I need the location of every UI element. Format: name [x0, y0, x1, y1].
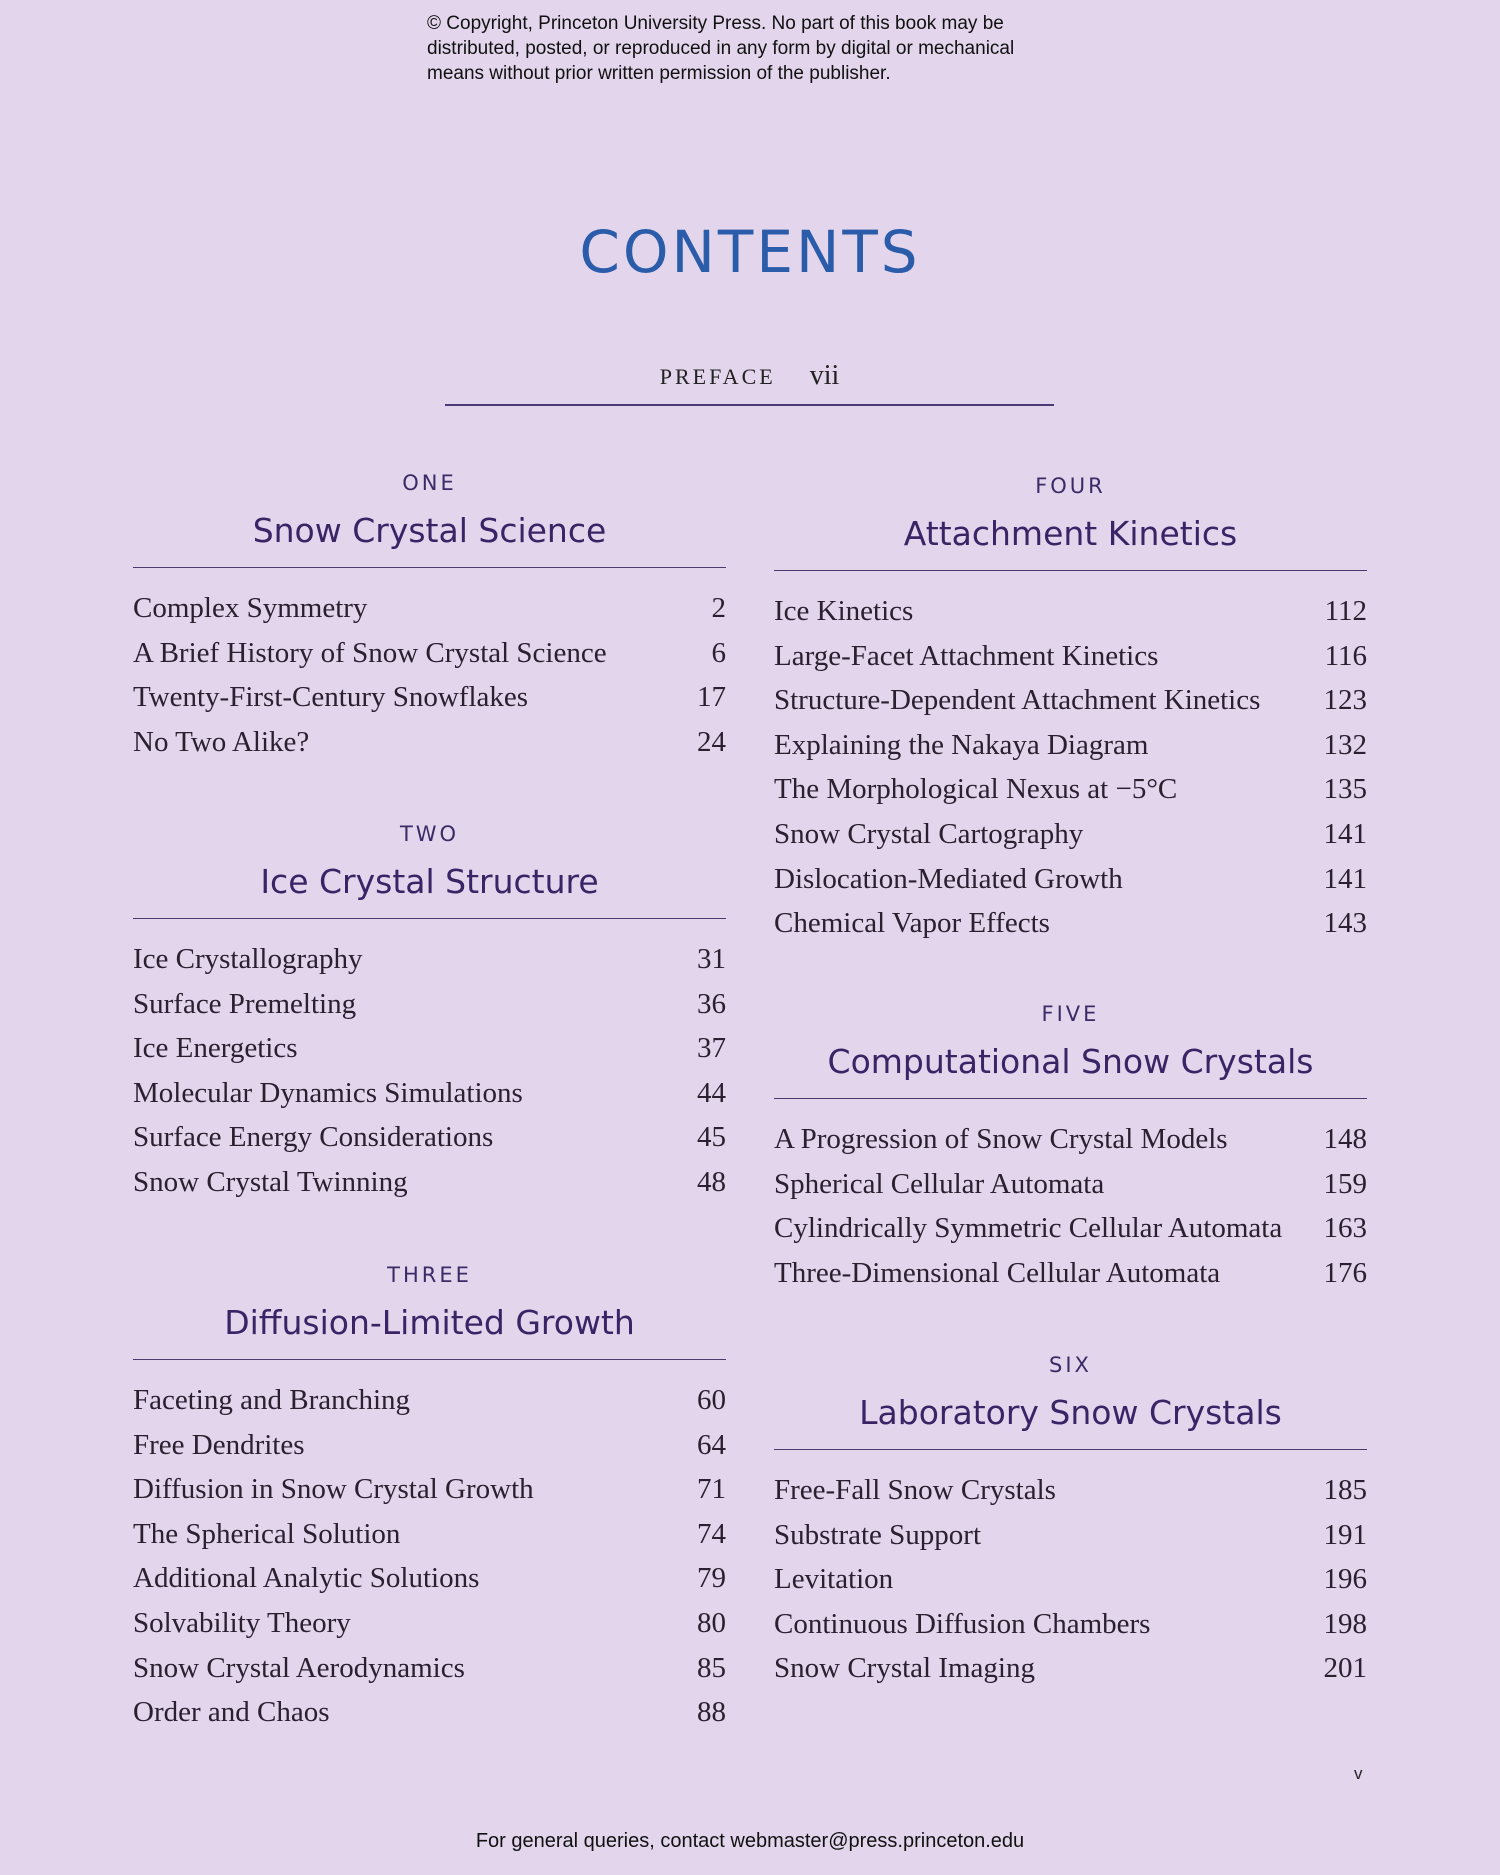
toc-entry[interactable] [133, 1512, 726, 1557]
entry-label: Diffusion in Snow Crystal Growth [133, 1473, 534, 1506]
entry-page: 48 [697, 1165, 726, 1198]
toc-entry[interactable] [774, 1117, 1367, 1162]
toc-entry[interactable] [774, 767, 1367, 812]
entry-page: 74 [697, 1517, 726, 1550]
chapter-number: FIVE [1041, 1002, 1100, 1026]
entry-list [133, 937, 726, 1205]
entry-label: The Morphological Nexus at −5°C [774, 773, 1178, 806]
toc-entry[interactable] [133, 631, 726, 676]
entry-page: 44 [697, 1076, 726, 1109]
entry-list [774, 1468, 1367, 1691]
toc-entry[interactable] [774, 723, 1367, 768]
entry-label: Complex Symmetry [133, 592, 368, 624]
toc-entry[interactable] [774, 1557, 1367, 1602]
entry-page: 163 [1323, 1212, 1367, 1245]
entry-label: Structure-Dependent Attachment Kinetics [774, 684, 1261, 717]
entry-label: Free-Fall Snow Crystals [774, 1474, 1056, 1506]
toc-entry[interactable] [133, 1160, 726, 1205]
entry-page: 135 [1323, 773, 1367, 806]
toc-entry[interactable] [133, 937, 726, 982]
entry-page: 64 [697, 1428, 726, 1461]
entry-label: Spherical Cellular Automata [774, 1167, 1105, 1200]
toc-entry[interactable] [133, 586, 726, 631]
entry-label: The Spherical Solution [133, 1517, 401, 1550]
entry-label: Continuous Diffusion Chambers [774, 1607, 1151, 1640]
chapter-title[interactable]: Attachment Kinetics [903, 514, 1238, 553]
entry-page: 159 [1323, 1167, 1367, 1200]
entry-label: Faceting and Branching [133, 1384, 411, 1416]
entry-label: Ice Kinetics [774, 595, 914, 627]
entry-page: 45 [697, 1121, 726, 1154]
page-title: CONTENTS [579, 218, 921, 286]
toc-entry[interactable] [133, 1646, 726, 1691]
entry-label: Chemical Vapor Effects [774, 907, 1050, 940]
entry-label: Three-Dimensional Cellular Automata [774, 1256, 1221, 1289]
chapter-title[interactable]: Ice Crystal Structure [260, 862, 599, 901]
copyright-notice [427, 11, 1014, 86]
toc-entry[interactable] [774, 812, 1367, 857]
entry-page: 141 [1323, 862, 1367, 895]
chapter-title[interactable]: Snow Crystal Science [252, 511, 607, 550]
entry-label: Snow Crystal Cartography [774, 817, 1084, 850]
toc-entry[interactable] [133, 1467, 726, 1512]
toc-entry[interactable] [774, 1468, 1367, 1513]
entry-label: Ice Energetics [133, 1032, 298, 1065]
entry-label: A Brief History of Snow Crystal Science [133, 636, 607, 669]
toc-entry[interactable] [774, 1162, 1367, 1207]
chapter-divider [133, 1359, 726, 1360]
entry-label: Levitation [774, 1563, 894, 1596]
toc-entry[interactable] [133, 1071, 726, 1116]
toc-entry[interactable] [133, 1115, 726, 1160]
entry-label: Snow Crystal Twinning [133, 1165, 408, 1198]
entry-label: Solvability Theory [133, 1606, 351, 1639]
entry-label: Surface Premelting [133, 987, 357, 1020]
entry-label: Additional Analytic Solutions [133, 1562, 480, 1595]
toc-entry[interactable] [774, 678, 1367, 723]
entry-label: Surface Energy Considerations [133, 1121, 494, 1154]
page-number: v [1354, 1764, 1363, 1783]
entry-page: 36 [697, 987, 726, 1020]
entry-page: 80 [697, 1606, 726, 1639]
entry-list [774, 1117, 1367, 1295]
entry-page: 2 [711, 592, 726, 624]
chapter-number: SIX [1049, 1353, 1092, 1377]
preface-page: vii [809, 360, 840, 391]
entry-page: 79 [697, 1562, 726, 1595]
entry-label: Molecular Dynamics Simulations [133, 1076, 523, 1109]
toc-entry[interactable] [133, 675, 726, 720]
entry-label: Large-Facet Attachment Kinetics [774, 639, 1159, 672]
toc-entry[interactable] [133, 1026, 726, 1071]
entry-label: Free Dendrites [133, 1428, 305, 1461]
entry-list [774, 589, 1367, 946]
entry-label: Substrate Support [774, 1518, 982, 1551]
entry-page: 185 [1323, 1474, 1367, 1506]
copyright-line: means without prior written permission of the publisher. [427, 63, 891, 84]
chapter-divider [774, 570, 1367, 571]
toc-entry[interactable] [133, 1601, 726, 1646]
entry-label: Twenty-First-Century Snowflakes [133, 681, 529, 714]
entry-page: 71 [697, 1473, 726, 1506]
entry-page: 17 [697, 681, 726, 714]
entry-label: Order and Chaos [133, 1696, 330, 1729]
entry-page: 37 [697, 1032, 726, 1065]
toc-entry[interactable] [774, 1602, 1367, 1647]
toc-entry[interactable] [774, 634, 1367, 679]
toc-entry[interactable] [133, 1378, 726, 1423]
entry-label: Snow Crystal Imaging [774, 1652, 1035, 1685]
chapter-title[interactable]: Computational Snow Crystals [827, 1042, 1314, 1081]
entry-label: No Two Alike? [133, 725, 310, 758]
entry-page: 6 [711, 636, 726, 669]
entry-page: 148 [1323, 1123, 1367, 1155]
toc-entry[interactable] [133, 982, 726, 1027]
toc-entry[interactable] [774, 589, 1367, 634]
chapter-number: TWO [399, 822, 460, 846]
preface-label: PREFACE [659, 364, 776, 389]
toc-entry[interactable] [133, 1556, 726, 1601]
footer-contact: For general queries, contact webmaster@press.princeton.edu [475, 1830, 1025, 1852]
entry-page: 141 [1323, 817, 1367, 850]
entry-page: 112 [1324, 595, 1367, 627]
copyright-line: distributed, posted, or reproduced in any form by digital or mechanical [427, 38, 1015, 59]
chapter-number: FOUR [1035, 474, 1106, 498]
entry-page: 191 [1323, 1518, 1367, 1551]
entry-label: A Progression of Snow Crystal Models [774, 1123, 1228, 1155]
entry-page: 123 [1323, 684, 1367, 717]
entry-page: 116 [1324, 639, 1367, 672]
toc-entry[interactable] [774, 1206, 1367, 1251]
toc-entry[interactable] [774, 1646, 1367, 1691]
entry-label: Explaining the Nakaya Diagram [774, 728, 1149, 761]
entry-page: 60 [697, 1384, 726, 1416]
chapter-divider [774, 1098, 1367, 1099]
entry-page: 196 [1323, 1563, 1367, 1596]
toc-entry[interactable] [774, 1251, 1367, 1296]
chapter-number: THREE [387, 1263, 472, 1287]
copyright-line: © Copyright, Princeton University Press. No part of this book may be [427, 13, 1004, 34]
entry-list [133, 1378, 726, 1735]
entry-label: Snow Crystal Aerodynamics [133, 1651, 465, 1684]
chapter-divider [133, 567, 726, 568]
preface-entry[interactable] [445, 360, 1054, 406]
entry-page: 24 [697, 725, 726, 758]
entry-page: 198 [1323, 1607, 1367, 1640]
entry-label: Ice Crystallography [133, 943, 363, 975]
toc-entry[interactable] [133, 720, 726, 765]
toc-entry[interactable] [774, 857, 1367, 902]
entry-page: 31 [697, 943, 726, 975]
entry-page: 201 [1323, 1652, 1367, 1685]
chapter-title[interactable]: Diffusion-Limited Growth [224, 1303, 635, 1342]
entry-page: 132 [1323, 728, 1367, 761]
entry-page: 85 [697, 1651, 726, 1684]
toc-entry[interactable] [133, 1690, 726, 1735]
entry-page: 88 [697, 1696, 726, 1729]
toc-entry[interactable] [774, 1513, 1367, 1558]
entry-page: 176 [1323, 1256, 1367, 1289]
entry-page: 143 [1323, 907, 1367, 940]
toc-entry[interactable] [133, 1423, 726, 1468]
chapter-number: ONE [402, 471, 457, 495]
chapter-divider [774, 1449, 1367, 1450]
entry-label: Dislocation-Mediated Growth [774, 862, 1123, 895]
toc-entry[interactable] [774, 901, 1367, 946]
chapter-divider [133, 918, 726, 919]
entry-label: Cylindrically Symmetric Cellular Automata [774, 1212, 1283, 1245]
entry-list [133, 586, 726, 764]
chapter-title[interactable]: Laboratory Snow Crystals [859, 1393, 1282, 1432]
